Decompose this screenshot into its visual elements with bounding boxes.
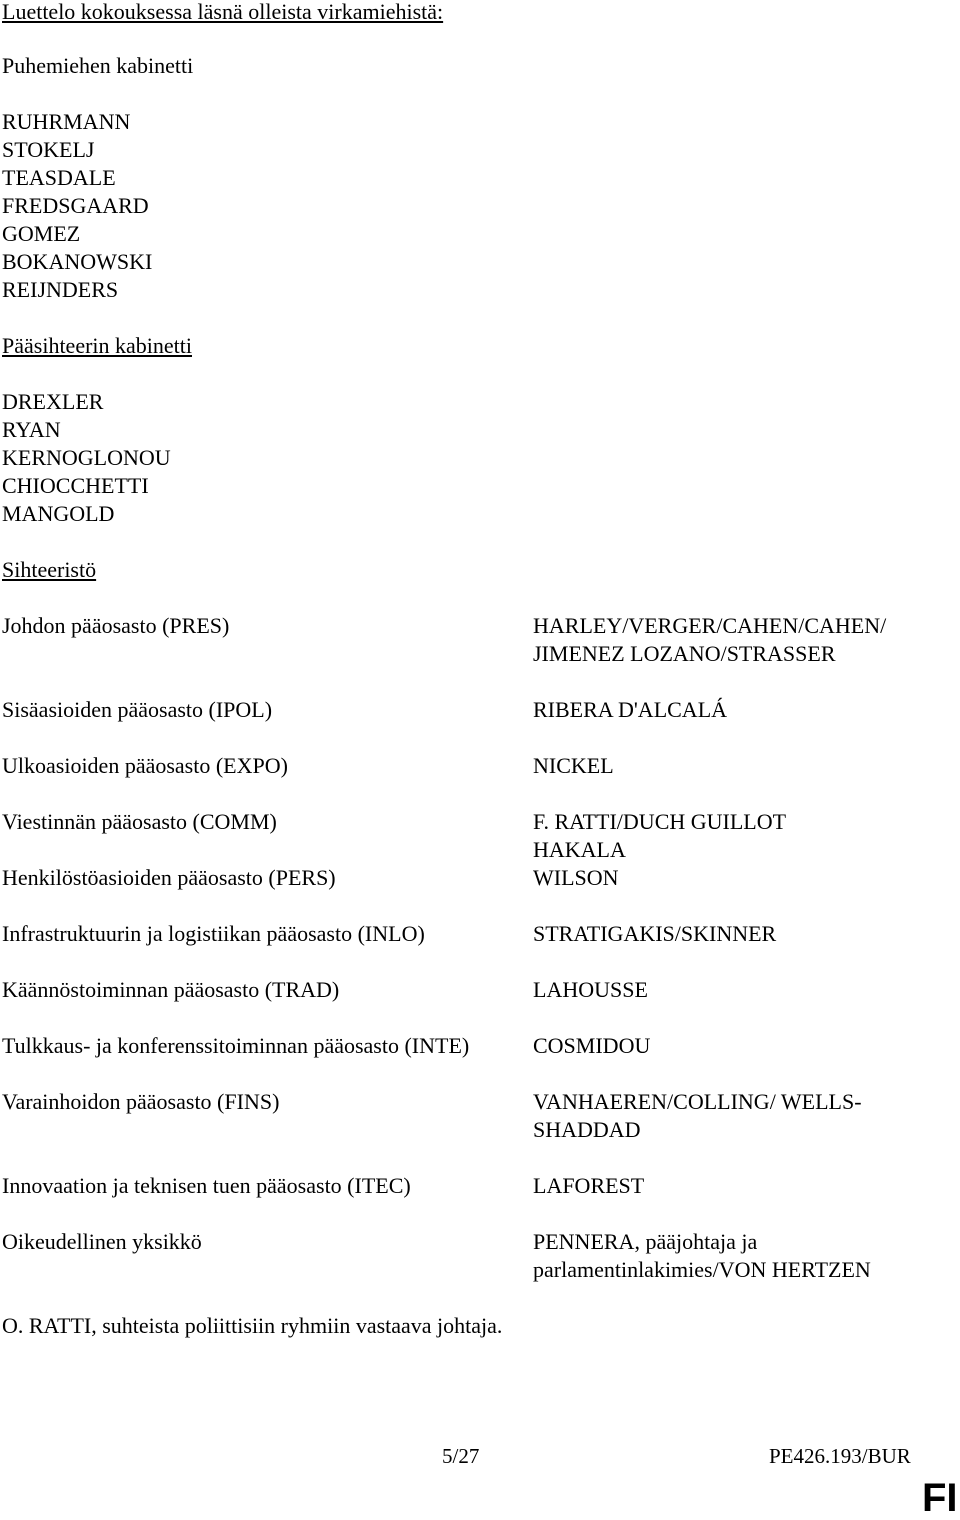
department-expo: Ulkoasioiden pääosasto (EXPO) <box>2 753 288 778</box>
official-name: HARLEY/VERGER/CAHEN/CAHEN/ <box>533 613 887 638</box>
official-name: WILSON <box>533 865 619 890</box>
official-name: HAKALA <box>533 837 626 862</box>
department-inlo: Infrastruktuurin ja logistiikan pääosasto (INLO) <box>2 921 425 946</box>
officials-comm <box>533 808 786 864</box>
department-pers: Henkilöstöasioiden pääosasto (PERS) <box>2 865 336 890</box>
officials-pres <box>533 612 886 668</box>
official-name: F. RATTI/DUCH GUILLOT <box>533 809 787 834</box>
department-fins: Varainhoidon pääosasto (FINS) <box>2 1089 280 1114</box>
department-pres: Johdon pääosasto (PRES) <box>2 613 230 638</box>
section-title-secretariat: Sihteeristö <box>2 557 97 582</box>
document-reference: PE426.193/BUR <box>769 1444 911 1468</box>
secretary-general-cabinet-members <box>2 388 171 528</box>
section-title-president-cabinet: Puhemiehen kabinetti <box>2 53 194 78</box>
member-name: RUHRMANN <box>2 109 131 134</box>
official-name: COSMIDOU <box>533 1033 651 1058</box>
member-name: KERNOGLONOU <box>2 445 171 470</box>
official-name: NICKEL <box>533 753 614 778</box>
member-name: MANGOLD <box>2 501 115 526</box>
member-name: DREXLER <box>2 389 104 414</box>
department-ipol: Sisäasioiden pääosasto (IPOL) <box>2 697 273 722</box>
member-name: RYAN <box>2 417 61 442</box>
closing-note: O. RATTI, suhteista poliittisiin ryhmiin vastaava johtaja. <box>2 1313 503 1338</box>
member-name: TEASDALE <box>2 165 116 190</box>
official-name: VANHAEREN/COLLING/ WELLS- <box>533 1089 862 1114</box>
officials-ipol <box>533 696 727 724</box>
department-comm: Viestinnän pääosasto (COMM) <box>2 809 277 834</box>
officials-fins <box>533 1088 862 1144</box>
official-name: JIMENEZ LOZANO/STRASSER <box>533 641 836 666</box>
officials-expo <box>533 752 614 780</box>
page-number: 5/27 <box>442 1444 480 1468</box>
official-name: parlamentinlakimies/VON HERTZEN <box>533 1257 871 1282</box>
officials-trad <box>533 976 648 1004</box>
official-name: LAHOUSSE <box>533 977 648 1002</box>
president-cabinet-members <box>2 108 152 304</box>
department-legal-service: Oikeudellinen yksikkö <box>2 1229 202 1254</box>
member-name: CHIOCCHETTI <box>2 473 149 498</box>
officials-legal-service <box>533 1228 871 1284</box>
member-name: BOKANOWSKI <box>2 249 153 274</box>
official-name: LAFOREST <box>533 1173 645 1198</box>
member-name: FREDSGAARD <box>2 193 149 218</box>
department-trad: Käännöstoiminnan pääosasto (TRAD) <box>2 977 340 1002</box>
language-code: FI <box>922 1476 958 1520</box>
officials-inte <box>533 1032 650 1060</box>
official-name: PENNERA, pääjohtaja ja <box>533 1229 758 1254</box>
member-name: GOMEZ <box>2 221 81 246</box>
officials-inlo <box>533 920 776 948</box>
member-name: REIJNDERS <box>2 277 119 302</box>
official-name: SHADDAD <box>533 1117 641 1142</box>
department-inte: Tulkkaus- ja konferenssitoiminnan pääosasto (INTE) <box>2 1033 470 1058</box>
section-title-secretary-general-cabinet: Pääsihteerin kabinetti <box>2 333 192 358</box>
official-name: STRATIGAKIS/SKINNER <box>533 921 777 946</box>
document-heading: Luettelo kokouksessa läsnä olleista virkamiehistä: <box>2 0 444 24</box>
department-itec: Innovaation ja teknisen tuen pääosasto (ITEC) <box>2 1173 411 1198</box>
officials-itec <box>533 1172 644 1200</box>
member-name: STOKELJ <box>2 137 95 162</box>
official-name: RIBERA D'ALCALÁ <box>533 697 728 722</box>
officials-pers <box>533 864 619 892</box>
